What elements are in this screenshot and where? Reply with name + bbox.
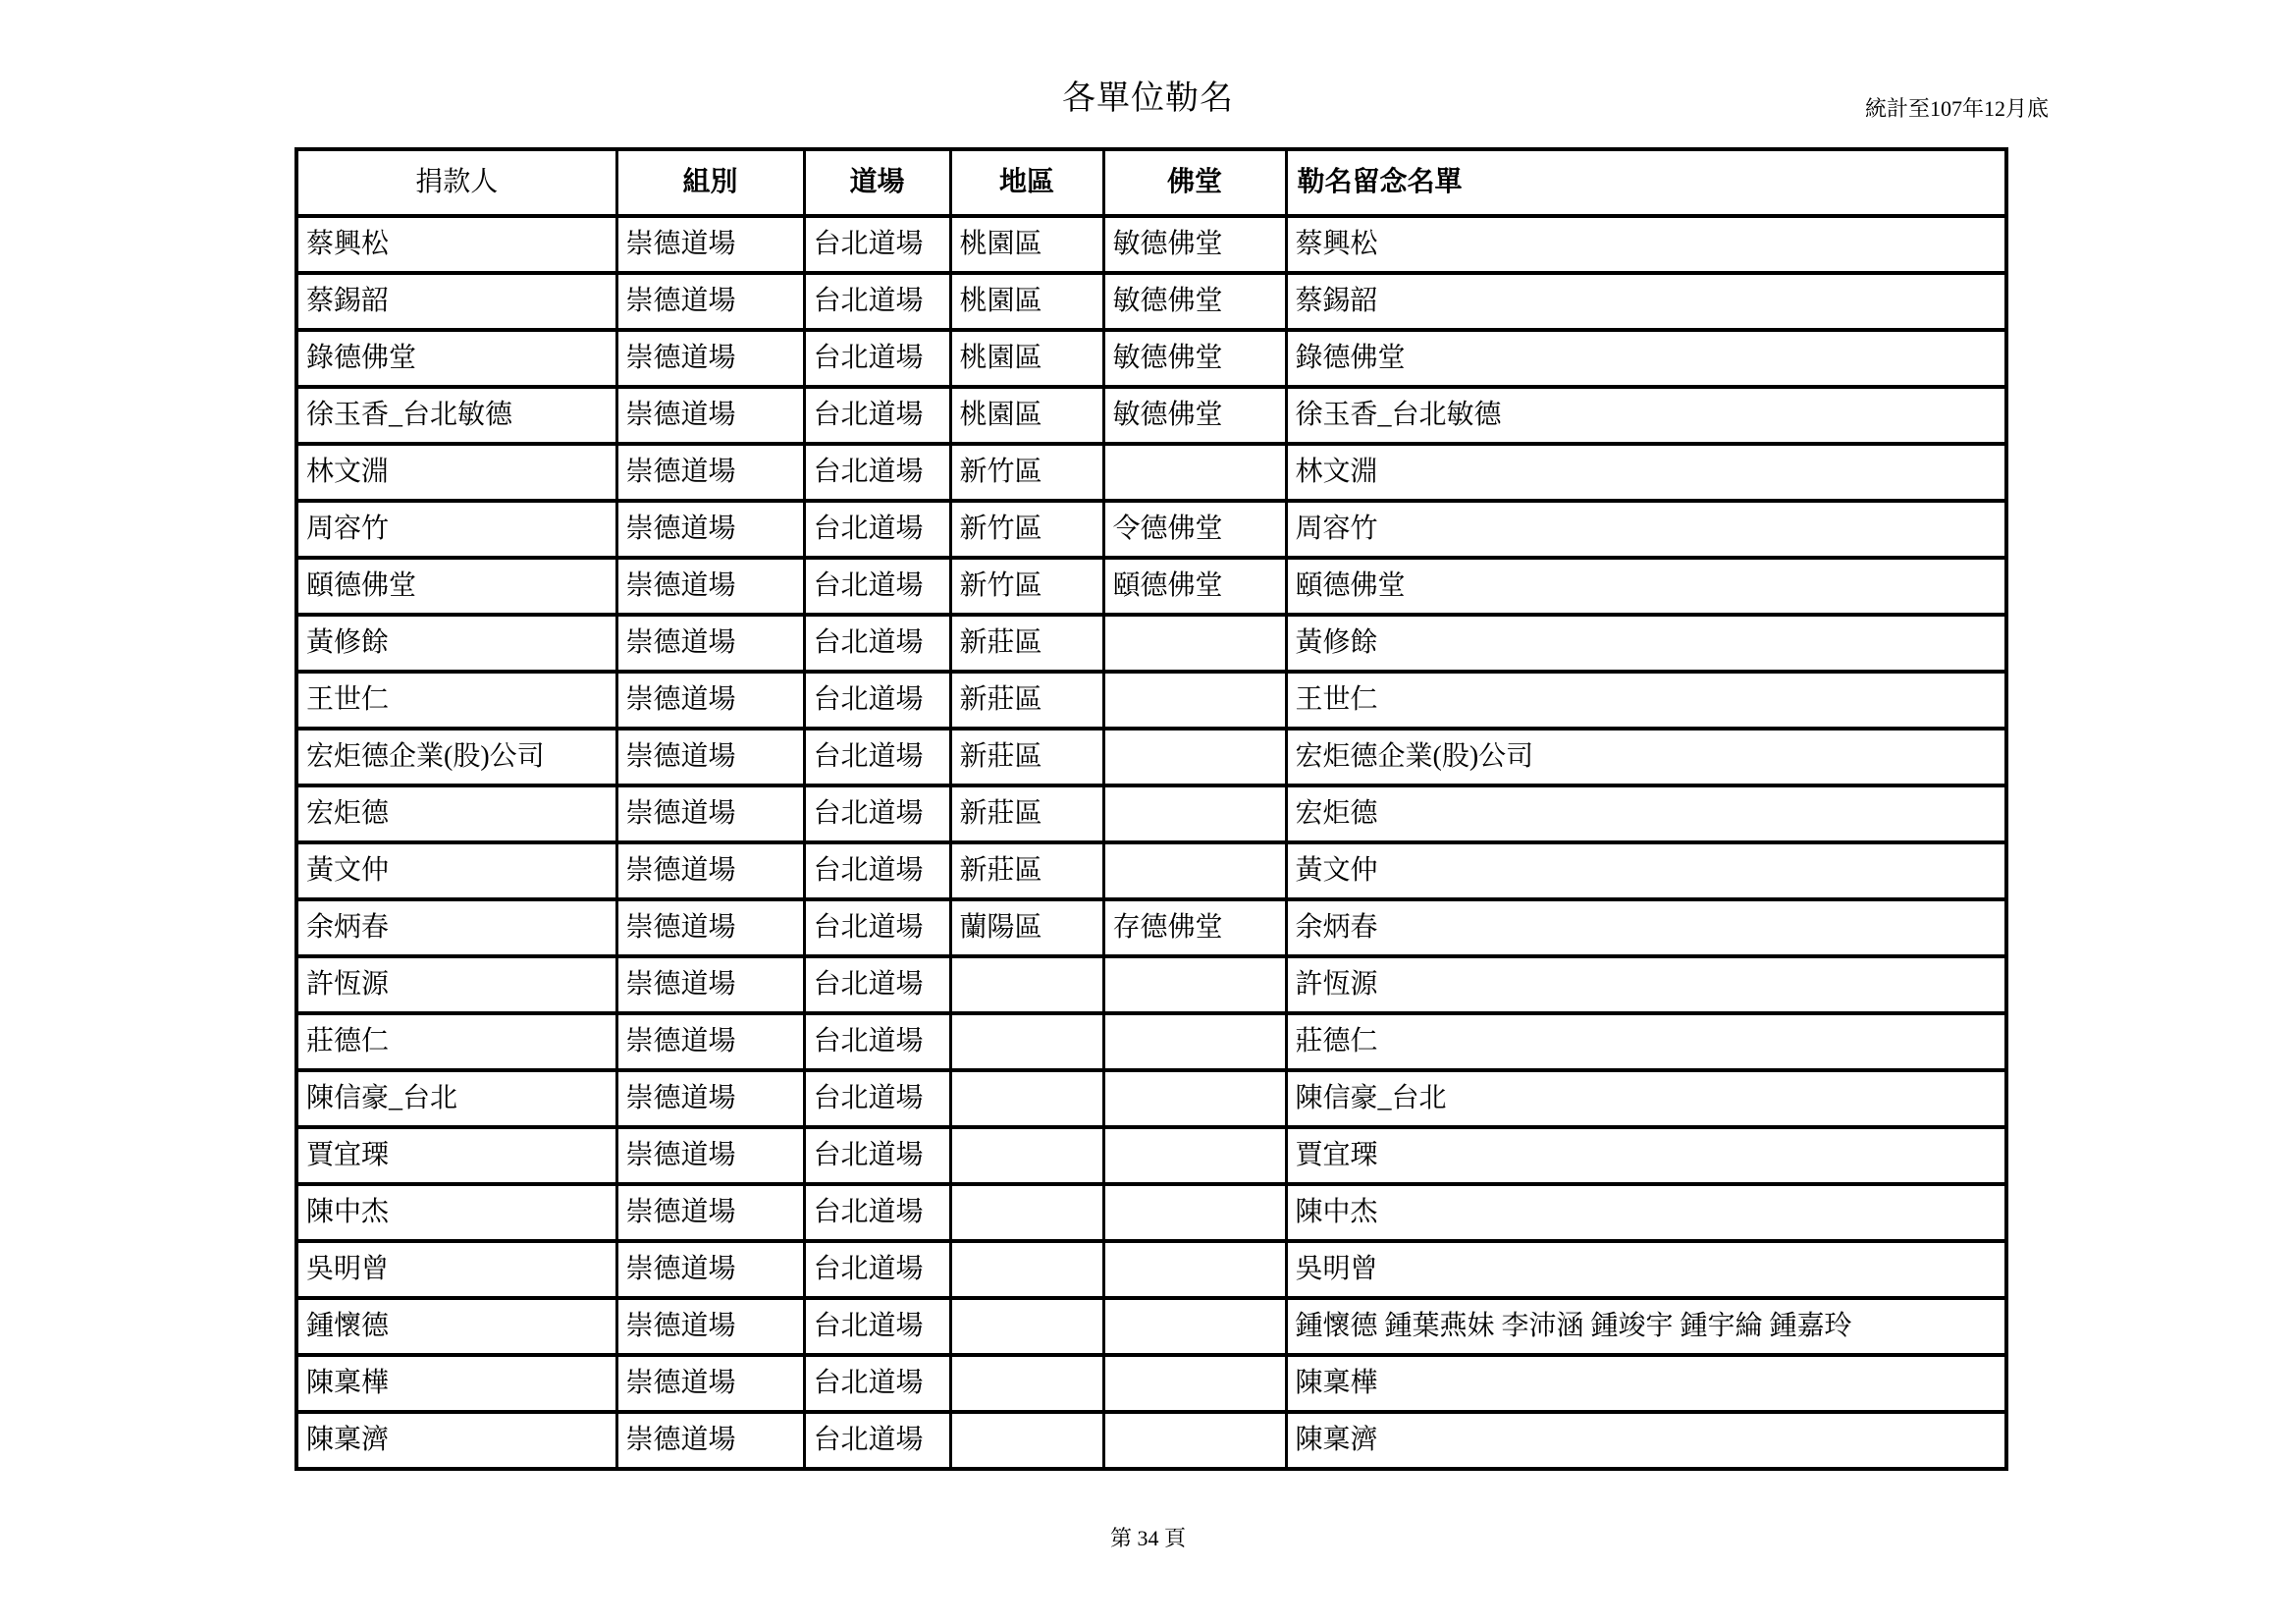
cell: 崇德道場 — [616, 501, 804, 558]
cell: 陳稟濟 — [1286, 1412, 2006, 1469]
cell: 崇德道場 — [616, 615, 804, 672]
cell: 崇德道場 — [616, 785, 804, 842]
cell: 台北道場 — [804, 1127, 950, 1184]
table-body — [296, 216, 2006, 1469]
table-row — [296, 216, 2006, 273]
cell: 蔡興松 — [296, 216, 616, 273]
table-row — [296, 1184, 2006, 1241]
cell: 台北道場 — [804, 842, 950, 899]
cell: 台北道場 — [804, 273, 950, 330]
table-row — [296, 444, 2006, 501]
cell: 陳信豪_台北 — [296, 1070, 616, 1127]
cell: 新竹區 — [950, 558, 1103, 615]
table-row — [296, 729, 2006, 785]
cell — [950, 1412, 1103, 1469]
column-header-0: 捐款人 — [296, 149, 616, 216]
cell: 蘭陽區 — [950, 899, 1103, 956]
table-row — [296, 1127, 2006, 1184]
cell: 許恆源 — [296, 956, 616, 1013]
cell: 莊德仁 — [1286, 1013, 2006, 1070]
cell: 崇德道場 — [616, 387, 804, 444]
table-row — [296, 330, 2006, 387]
column-header-3: 地區 — [950, 149, 1103, 216]
cell: 徐玉香_台北敏德 — [296, 387, 616, 444]
page-number: 第 34 頁 — [1109, 1526, 1186, 1550]
cell: 王世仁 — [1286, 672, 2006, 729]
cell: 台北道場 — [804, 216, 950, 273]
cell: 崇德道場 — [616, 1070, 804, 1127]
cell: 新竹區 — [950, 501, 1103, 558]
cell: 蔡錫韶 — [1286, 273, 2006, 330]
table-row — [296, 672, 2006, 729]
table-row — [296, 899, 2006, 956]
cell — [1103, 842, 1286, 899]
cell: 新莊區 — [950, 842, 1103, 899]
cell: 新莊區 — [950, 785, 1103, 842]
cell: 台北道場 — [804, 1070, 950, 1127]
cell: 崇德道場 — [616, 330, 804, 387]
cell: 台北道場 — [804, 672, 950, 729]
cell: 敏德佛堂 — [1103, 387, 1286, 444]
cell: 王世仁 — [296, 672, 616, 729]
cell: 崇德道場 — [616, 672, 804, 729]
cell: 崇德道場 — [616, 216, 804, 273]
cell — [1103, 729, 1286, 785]
table-header — [296, 149, 2006, 216]
cell: 余炳春 — [296, 899, 616, 956]
cell: 宏炬德企業(股)公司 — [296, 729, 616, 785]
column-header-5: 勒名留念名單 — [1286, 149, 2006, 216]
cell — [950, 1184, 1103, 1241]
cell: 崇德道場 — [616, 1013, 804, 1070]
cell: 台北道場 — [804, 558, 950, 615]
cell: 台北道場 — [804, 330, 950, 387]
cell: 台北道場 — [804, 1355, 950, 1412]
cell: 崇德道場 — [616, 956, 804, 1013]
cell: 桃園區 — [950, 330, 1103, 387]
column-header-2: 道場 — [804, 149, 950, 216]
cell: 崇德道場 — [616, 273, 804, 330]
cell: 台北道場 — [804, 729, 950, 785]
cell: 頤德佛堂 — [1286, 558, 2006, 615]
cell: 新莊區 — [950, 615, 1103, 672]
cell: 台北道場 — [804, 1184, 950, 1241]
cell: 崇德道場 — [616, 444, 804, 501]
cell: 台北道場 — [804, 501, 950, 558]
cell: 存德佛堂 — [1103, 899, 1286, 956]
cell: 錄德佛堂 — [296, 330, 616, 387]
cell: 新莊區 — [950, 672, 1103, 729]
cell — [1103, 672, 1286, 729]
cell: 陳稟樺 — [296, 1355, 616, 1412]
cell: 陳信豪_台北 — [1286, 1070, 2006, 1127]
cell: 林文淵 — [296, 444, 616, 501]
cell: 崇德道場 — [616, 1241, 804, 1298]
cell: 吳明曾 — [296, 1241, 616, 1298]
cell: 蔡錫韶 — [296, 273, 616, 330]
cell: 台北道場 — [804, 387, 950, 444]
cell — [1103, 1184, 1286, 1241]
cell: 宏炬德 — [1286, 785, 2006, 842]
table-row — [296, 387, 2006, 444]
table-row — [296, 1070, 2006, 1127]
cell: 鍾懷德 — [296, 1298, 616, 1355]
cell: 台北道場 — [804, 1241, 950, 1298]
cell: 台北道場 — [804, 956, 950, 1013]
cell: 崇德道場 — [616, 1127, 804, 1184]
cell: 黃文仲 — [296, 842, 616, 899]
cell: 崇德道場 — [616, 842, 804, 899]
stats-date-note: 統計至107年12月底 — [1865, 96, 2050, 121]
cell — [950, 1127, 1103, 1184]
cell: 陳中杰 — [296, 1184, 616, 1241]
cell: 黃修餘 — [1286, 615, 2006, 672]
cell: 吳明曾 — [1286, 1241, 2006, 1298]
cell — [1103, 1070, 1286, 1127]
cell: 崇德道場 — [616, 729, 804, 785]
column-header-1: 組別 — [616, 149, 804, 216]
cell: 敏德佛堂 — [1103, 330, 1286, 387]
cell: 崇德道場 — [616, 1355, 804, 1412]
table-row — [296, 1412, 2006, 1469]
cell — [1103, 444, 1286, 501]
cell — [1103, 785, 1286, 842]
column-header-4: 佛堂 — [1103, 149, 1286, 216]
header-row — [296, 149, 2006, 216]
cell — [1103, 1013, 1286, 1070]
cell: 許恆源 — [1286, 956, 2006, 1013]
cell: 余炳春 — [1286, 899, 2006, 956]
cell — [950, 1355, 1103, 1412]
cell: 崇德道場 — [616, 1412, 804, 1469]
cell: 林文淵 — [1286, 444, 2006, 501]
cell — [1103, 615, 1286, 672]
cell: 台北道場 — [804, 444, 950, 501]
table-row — [296, 1355, 2006, 1412]
cell — [1103, 1241, 1286, 1298]
cell: 桃園區 — [950, 273, 1103, 330]
cell: 台北道場 — [804, 785, 950, 842]
cell — [950, 1070, 1103, 1127]
table-row — [296, 273, 2006, 330]
cell: 敏德佛堂 — [1103, 273, 1286, 330]
cell: 台北道場 — [804, 1412, 950, 1469]
cell — [950, 956, 1103, 1013]
cell: 錄德佛堂 — [1286, 330, 2006, 387]
donors-table — [294, 147, 2008, 1471]
cell — [950, 1298, 1103, 1355]
cell: 崇德道場 — [616, 1298, 804, 1355]
cell: 賈宜瑮 — [1286, 1127, 2006, 1184]
cell: 蔡興松 — [1286, 216, 2006, 273]
cell: 桃園區 — [950, 216, 1103, 273]
cell: 陳稟樺 — [1286, 1355, 2006, 1412]
cell: 賈宜瑮 — [296, 1127, 616, 1184]
cell — [1103, 1355, 1286, 1412]
table-row — [296, 842, 2006, 899]
cell: 莊德仁 — [296, 1013, 616, 1070]
cell: 周容竹 — [1286, 501, 2006, 558]
table-row — [296, 558, 2006, 615]
cell: 台北道場 — [804, 899, 950, 956]
cell: 陳稟濟 — [296, 1412, 616, 1469]
cell: 新莊區 — [950, 729, 1103, 785]
cell: 台北道場 — [804, 1013, 950, 1070]
table-row — [296, 1241, 2006, 1298]
table-row — [296, 501, 2006, 558]
cell: 黃文仲 — [1286, 842, 2006, 899]
cell: 台北道場 — [804, 615, 950, 672]
table-row — [296, 1013, 2006, 1070]
cell: 崇德道場 — [616, 899, 804, 956]
cell: 台北道場 — [804, 1298, 950, 1355]
table-row — [296, 956, 2006, 1013]
cell — [1103, 1298, 1286, 1355]
cell: 黃修餘 — [296, 615, 616, 672]
table-row — [296, 785, 2006, 842]
cell: 令德佛堂 — [1103, 501, 1286, 558]
cell — [950, 1241, 1103, 1298]
cell: 徐玉香_台北敏德 — [1286, 387, 2006, 444]
page-title: 各單位勒名 — [1062, 81, 1234, 117]
cell — [1103, 1127, 1286, 1184]
table-row — [296, 1298, 2006, 1355]
cell: 桃園區 — [950, 387, 1103, 444]
cell: 頤德佛堂 — [1103, 558, 1286, 615]
cell: 崇德道場 — [616, 1184, 804, 1241]
cell: 崇德道場 — [616, 558, 804, 615]
cell: 宏炬德企業(股)公司 — [1286, 729, 2006, 785]
cell: 鍾懷德 鍾葉燕妹 李沛涵 鍾竣宇 鍾宇綸 鍾嘉玲 — [1286, 1298, 2006, 1355]
table-row — [296, 615, 2006, 672]
cell: 陳中杰 — [1286, 1184, 2006, 1241]
cell: 敏德佛堂 — [1103, 216, 1286, 273]
cell: 宏炬德 — [296, 785, 616, 842]
cell: 頤德佛堂 — [296, 558, 616, 615]
cell — [1103, 1412, 1286, 1469]
cell — [950, 1013, 1103, 1070]
cell: 新竹區 — [950, 444, 1103, 501]
cell: 周容竹 — [296, 501, 616, 558]
cell — [1103, 956, 1286, 1013]
